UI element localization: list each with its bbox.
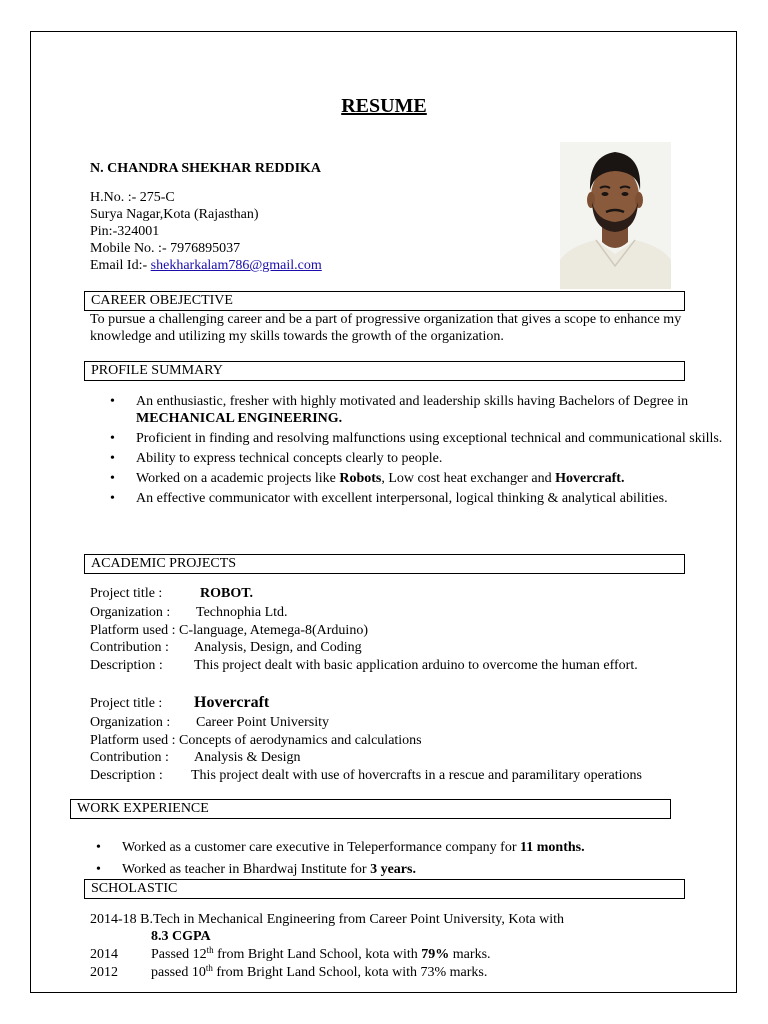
project2-description: This project dealt with use of hovercrafts in a rescue and paramilitary operations — [191, 768, 642, 783]
bullet-text: Worked on a academic projects like — [136, 471, 340, 486]
career-objective-heading: CAREER OBEJECTIVE — [84, 291, 685, 311]
profile-summary-heading: PROFILE SUMMARY — [84, 361, 685, 381]
project2-contribution-row — [90, 749, 301, 766]
field-label: Organization : — [90, 605, 171, 620]
superscript: th — [206, 945, 214, 955]
project2-contribution: Analysis & Design — [194, 750, 301, 765]
mobile-number: Mobile No. :- 7976895037 — [90, 241, 241, 256]
qualification-text: from Bright Land School, kota with 73% marks. — [212, 965, 488, 980]
career-objective-text: To pursue a challenging career and be a part of progressive organization that gives a scope to enhance my knowledge and utilizing my skills towards the growth of the organization. — [90, 312, 682, 344]
project1-title-row — [90, 585, 253, 602]
list-item — [96, 861, 712, 878]
bullet-bold-text: Hovercraft. — [555, 471, 625, 486]
project1-org-row — [90, 604, 288, 621]
qualification-text: from Bright Land School, kota with — [213, 947, 422, 962]
qualification-text: B.Tech in Mechanical Engineering from Career Point University, Kota with — [140, 912, 564, 927]
field-label: Platform used : — [90, 733, 176, 748]
profile-photo — [560, 142, 671, 289]
bullet-icon: • — [110, 431, 115, 446]
list-item — [110, 430, 726, 447]
field-label: Description : — [90, 768, 163, 783]
bullet-text: An effective communicator with excellent interpersonal, logical thinking & analytical abilities. — [136, 491, 668, 506]
list-item — [110, 393, 726, 427]
list-item — [110, 450, 726, 467]
work-experience-heading: WORK EXPERIENCE — [70, 799, 671, 819]
qualification-text: marks. — [449, 947, 491, 962]
bullet-text: An enthusiastic, fresher with highly motivated and leadership skills having Bachelors of Degree in — [136, 394, 689, 409]
project2-title: Hovercraft — [194, 694, 270, 711]
bullet-icon: • — [110, 491, 115, 506]
bullet-text: , Low cost heat exchanger and — [381, 471, 556, 486]
bullet-text: Worked as teacher in Bhardwaj Institute for — [122, 862, 371, 877]
scholastic-row-12th — [90, 946, 491, 963]
bullet-icon: • — [110, 451, 115, 466]
field-label: Project title : — [90, 696, 163, 711]
resume-title: RESUME — [341, 95, 427, 117]
bullet-text: Ability to express technical concepts clearly to people. — [136, 451, 443, 466]
bullet-text: Worked as a customer care executive in Teleperformance company for — [122, 840, 521, 855]
project1-platform: C-language, Atemega-8(Arduino) — [179, 623, 368, 638]
bullet-bold-text: 11 months. — [520, 840, 585, 855]
marks: 79% — [421, 947, 450, 962]
bullet-icon: • — [96, 840, 101, 855]
project1-title: ROBOT. — [200, 586, 254, 601]
project2-org: Career Point University — [196, 715, 329, 730]
project2-description-row — [90, 767, 642, 784]
work-experience-list — [76, 839, 712, 881]
project1-description: This project dealt with basic application arduino to overcome the human effort. — [194, 658, 638, 673]
candidate-name: N. CHANDRA SHEKHAR REDDIKA — [90, 161, 322, 176]
field-label: Organization : — [90, 715, 171, 730]
year: 2014-18 — [90, 912, 137, 927]
field-label: Contribution : — [90, 750, 169, 765]
project1-description-row — [90, 657, 638, 674]
project1-contribution-row — [90, 639, 362, 656]
bullet-bold-text: Robots — [339, 471, 382, 486]
field-label: Description : — [90, 658, 163, 673]
project1-platform-row — [90, 622, 368, 639]
qualification-text: passed 10 — [151, 965, 206, 980]
list-item — [96, 839, 712, 856]
list-item — [110, 490, 726, 507]
bullet-bold-text: 3 years. — [370, 862, 416, 877]
bullet-icon: • — [110, 394, 115, 409]
contact-block — [90, 189, 322, 274]
house-number: H.No. :- 275-C — [90, 190, 175, 205]
bullet-bold-text: MECHANICAL ENGINEERING. — [136, 411, 343, 426]
field-label: Platform used : — [90, 623, 176, 638]
project2-title-row — [90, 694, 269, 714]
field-label: Project title : — [90, 586, 163, 601]
bullet-icon: • — [110, 471, 115, 486]
project1-org: Technophia Ltd. — [196, 605, 288, 620]
email-label: Email Id:- — [90, 258, 151, 273]
project2-platform-row — [90, 732, 422, 749]
year: 2012 — [90, 965, 118, 980]
bullet-icon: • — [96, 862, 101, 877]
address: Surya Nagar,Kota (Rajasthan) — [90, 207, 259, 222]
bullet-text: Proficient in finding and resolving malfunctions using exceptional technical and communicational skills. — [136, 431, 723, 446]
project2-platform: Concepts of aerodynamics and calculations — [179, 733, 422, 748]
scholastic-row-btech — [90, 911, 564, 928]
list-item — [110, 470, 726, 487]
year: 2014 — [90, 947, 118, 962]
email-row — [90, 257, 322, 274]
email-link[interactable]: shekharkalam786@gmail.com — [150, 258, 322, 273]
project1-contribution: Analysis, Design, and Coding — [194, 640, 362, 655]
project2-org-row — [90, 714, 329, 731]
academic-projects-heading: ACADEMIC PROJECTS — [84, 554, 685, 574]
scholastic-heading: SCHOLASTIC — [84, 879, 685, 899]
pin-code: Pin:-324001 — [90, 224, 160, 239]
profile-summary-list — [90, 393, 726, 510]
qualification-text: Passed 12 — [151, 947, 207, 962]
scholastic-row-10th — [90, 964, 487, 981]
superscript: th — [205, 963, 213, 973]
field-label: Contribution : — [90, 640, 169, 655]
cgpa: 8.3 CGPA — [151, 929, 211, 944]
